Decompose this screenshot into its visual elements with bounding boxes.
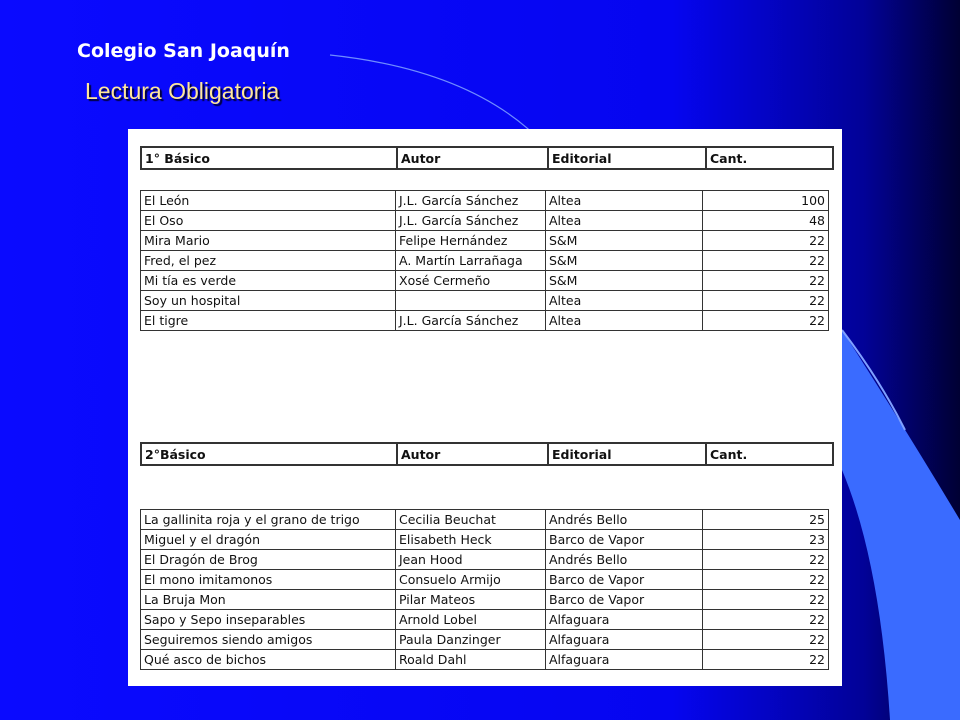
book-author: Paula Danzinger <box>396 630 546 650</box>
column-header-publisher: Editorial <box>548 147 706 169</box>
book-title: La gallinita roja y el grano de trigo <box>141 510 396 530</box>
school-title: Colegio San Joaquín <box>77 40 290 62</box>
book-quantity: 22 <box>703 271 829 291</box>
book-publisher: S&M <box>546 271 703 291</box>
book-title: Fred, el pez <box>141 251 396 271</box>
book-quantity: 22 <box>703 650 829 670</box>
book-author <box>396 291 546 311</box>
book-quantity: 25 <box>703 510 829 530</box>
book-title: El León <box>141 191 396 211</box>
book-quantity: 22 <box>703 251 829 271</box>
table-row <box>141 271 829 291</box>
book-title: Mi tía es verde <box>141 271 396 291</box>
book-quantity: 23 <box>703 530 829 550</box>
book-author: J.L. García Sánchez <box>396 311 546 331</box>
column-header-grade: 1° Básico <box>141 147 397 169</box>
book-publisher: Barco de Vapor <box>546 590 703 610</box>
first-grade-header-table <box>140 146 834 170</box>
book-title: El Dragón de Brog <box>141 550 396 570</box>
book-title: Qué asco de bichos <box>141 650 396 670</box>
book-author: Arnold Lobel <box>396 610 546 630</box>
book-author: J.L. García Sánchez <box>396 191 546 211</box>
table-row <box>141 530 829 550</box>
table-row <box>141 211 829 231</box>
book-title: El mono imitamonos <box>141 570 396 590</box>
table-row <box>141 570 829 590</box>
second-grade-header-table <box>140 442 834 466</box>
book-publisher: Barco de Vapor <box>546 570 703 590</box>
book-author: Consuelo Armijo <box>396 570 546 590</box>
second-grade-book-table <box>140 509 829 670</box>
book-author: Pilar Mateos <box>396 590 546 610</box>
book-title: Mira Mario <box>141 231 396 251</box>
book-quantity: 22 <box>703 291 829 311</box>
scanned-document <box>128 129 842 686</box>
book-author: Felipe Hernández <box>396 231 546 251</box>
book-title: Soy un hospital <box>141 291 396 311</box>
book-author: J.L. García Sánchez <box>396 211 546 231</box>
table-row <box>141 510 829 530</box>
book-quantity: 48 <box>703 211 829 231</box>
column-header-quantity: Cant. <box>706 147 833 169</box>
table-row <box>141 291 829 311</box>
table-header-row <box>141 443 833 465</box>
book-quantity: 22 <box>703 231 829 251</box>
book-author: Elisabeth Heck <box>396 530 546 550</box>
column-header-quantity: Cant. <box>706 443 833 465</box>
table-row <box>141 650 829 670</box>
column-header-grade: 2°Básico <box>141 443 397 465</box>
book-publisher: Altea <box>546 211 703 231</box>
book-publisher: Alfaguara <box>546 630 703 650</box>
book-quantity: 22 <box>703 570 829 590</box>
table-row <box>141 590 829 610</box>
book-title: Sapo y Sepo inseparables <box>141 610 396 630</box>
book-author: A. Martín Larrañaga <box>396 251 546 271</box>
column-header-author: Autor <box>397 147 548 169</box>
book-title: La Bruja Mon <box>141 590 396 610</box>
book-quantity: 22 <box>703 550 829 570</box>
table-header-row <box>141 147 833 169</box>
first-grade-book-table <box>140 190 829 331</box>
book-title: Seguiremos siendo amigos <box>141 630 396 650</box>
table-row <box>141 630 829 650</box>
table-row <box>141 311 829 331</box>
book-author: Xosé Cermeño <box>396 271 546 291</box>
book-publisher: Altea <box>546 311 703 331</box>
book-quantity: 100 <box>703 191 829 211</box>
book-quantity: 22 <box>703 590 829 610</box>
book-publisher: S&M <box>546 231 703 251</box>
book-author: Roald Dahl <box>396 650 546 670</box>
table-row <box>141 231 829 251</box>
book-publisher: S&M <box>546 251 703 271</box>
book-publisher: Alfaguara <box>546 650 703 670</box>
column-header-publisher: Editorial <box>548 443 706 465</box>
table-row <box>141 550 829 570</box>
table-row <box>141 191 829 211</box>
book-publisher: Altea <box>546 191 703 211</box>
table-row <box>141 610 829 630</box>
table-row <box>141 251 829 271</box>
book-title: Miguel y el dragón <box>141 530 396 550</box>
book-publisher: Alfaguara <box>546 610 703 630</box>
book-author: Jean Hood <box>396 550 546 570</box>
book-quantity: 22 <box>703 311 829 331</box>
book-title: El tigre <box>141 311 396 331</box>
book-publisher: Andrés Bello <box>546 550 703 570</box>
book-publisher: Altea <box>546 291 703 311</box>
book-quantity: 22 <box>703 610 829 630</box>
book-author: Cecilia Beuchat <box>396 510 546 530</box>
column-header-author: Autor <box>397 443 548 465</box>
book-title: El Oso <box>141 211 396 231</box>
book-quantity: 22 <box>703 630 829 650</box>
book-publisher: Andrés Bello <box>546 510 703 530</box>
slide-subtitle: Lectura Obligatoria <box>85 78 280 104</box>
book-publisher: Barco de Vapor <box>546 530 703 550</box>
